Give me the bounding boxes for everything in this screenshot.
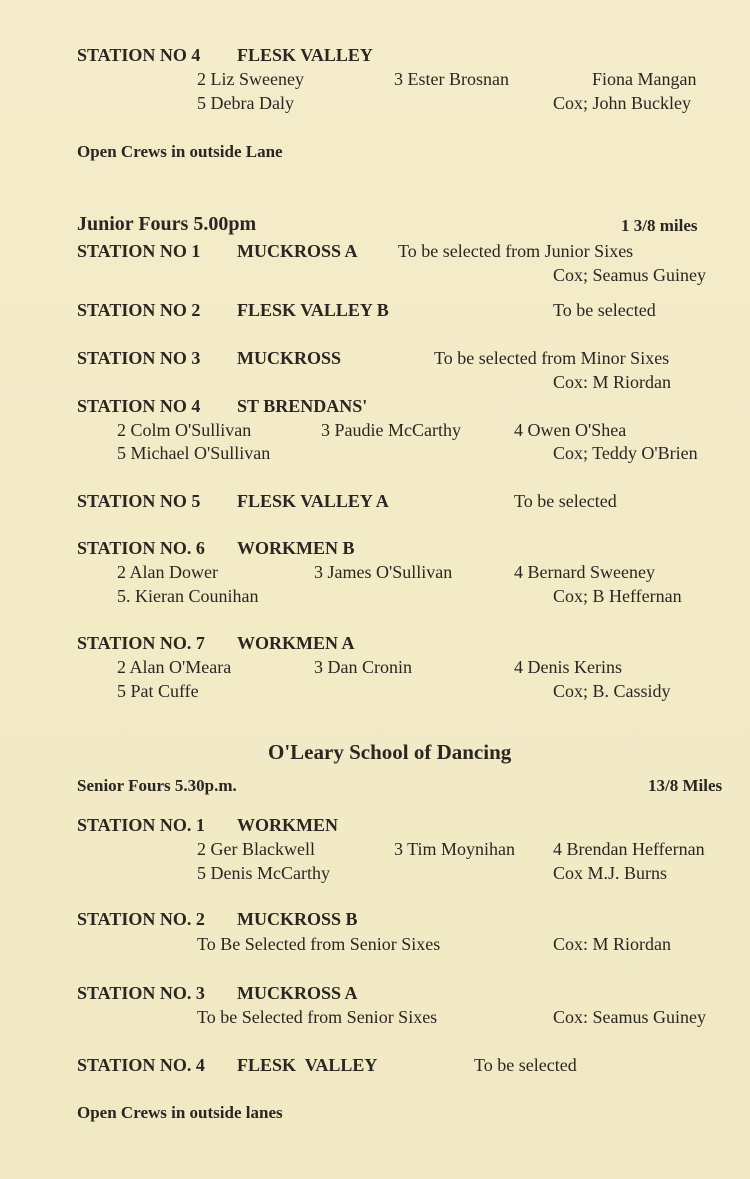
race-distance: 1 3/8 miles xyxy=(621,216,698,235)
rower: 4 Owen O'Shea xyxy=(514,420,627,440)
crew-name: FLESK VALLEY B xyxy=(237,300,389,320)
cox: Cox; John Buckley xyxy=(553,93,691,113)
crew-detail: To be selected xyxy=(474,1055,577,1075)
cox: Cox: Seamus Guiney xyxy=(553,1007,706,1027)
cox: Cox; B Heffernan xyxy=(553,586,682,606)
lane-note: Open Crews in outside Lane xyxy=(77,142,283,161)
station-label: STATION NO. 6 xyxy=(77,538,205,558)
crew-detail: To be selected xyxy=(553,300,656,320)
crew-name: ST BRENDANS' xyxy=(237,396,368,416)
rower: 4 Bernard Sweeney xyxy=(514,562,655,582)
cox: Cox; Teddy O'Brien xyxy=(553,443,698,463)
crew-name: WORKMEN A xyxy=(237,633,355,653)
rower: Fiona Mangan xyxy=(592,69,697,89)
rower: 3 Dan Cronin xyxy=(314,657,412,677)
station-label: STATION NO 3 xyxy=(77,348,201,368)
race-distance: 13/8 Miles xyxy=(648,776,723,795)
station-label: STATION NO 2 xyxy=(77,300,201,320)
station-label: STATION NO. 2 xyxy=(77,909,205,929)
crew-name: WORKMEN xyxy=(237,815,338,835)
cox: Cox: M Riordan xyxy=(553,934,672,954)
rower: 5 Michael O'Sullivan xyxy=(117,443,271,463)
rower: 3 Tim Moynihan xyxy=(394,839,516,859)
crew-detail: To Be Selected from Senior Sixes xyxy=(197,934,441,954)
race-title: Junior Fours 5.00pm xyxy=(77,213,257,235)
cox: Cox M.J. Burns xyxy=(553,863,668,883)
rower: 5 Denis McCarthy xyxy=(197,863,330,883)
sponsor-heading: O'Leary School of Dancing xyxy=(268,740,512,764)
crew-name: FLESK VALLEY A xyxy=(237,491,389,511)
rower: 3 James O'Sullivan xyxy=(314,562,453,582)
rower: 5. Kieran Counihan xyxy=(117,586,259,606)
rower: 5 Pat Cuffe xyxy=(117,681,199,701)
crew-detail: To be selected from Minor Sixes xyxy=(434,348,670,368)
crew-name: MUCKROSS A xyxy=(237,983,358,1003)
crew-name: MUCKROSS B xyxy=(237,909,358,929)
station-label: STATION NO. 3 xyxy=(77,983,205,1003)
rower: 2 Liz Sweeney xyxy=(197,69,304,89)
rower: 5 Debra Daly xyxy=(197,93,294,113)
station-label: STATION NO. 7 xyxy=(77,633,205,653)
cox: Cox; Seamus Guiney xyxy=(553,265,706,285)
lane-note: Open Crews in outside lanes xyxy=(77,1103,283,1122)
crew-detail: To be selected from Junior Sixes xyxy=(398,241,634,261)
cox: Cox; B. Cassidy xyxy=(553,681,671,701)
station-label: STATION NO 4 xyxy=(77,45,201,65)
cox: Cox: M Riordan xyxy=(553,372,672,392)
crew-name: WORKMEN B xyxy=(237,538,355,558)
rower: 3 Ester Brosnan xyxy=(394,69,509,89)
crew-name: FLESK VALLEY xyxy=(237,45,373,65)
rower: 2 Colm O'Sullivan xyxy=(117,420,252,440)
race-title: Senior Fours 5.30p.m. xyxy=(77,776,237,795)
rower: 2 Ger Blackwell xyxy=(197,839,315,859)
crew-detail: To be selected xyxy=(514,491,617,511)
crew-detail: To be Selected from Senior Sixes xyxy=(197,1007,438,1027)
rower: 2 Alan O'Meara xyxy=(117,657,232,677)
crew-name: MUCKROSS xyxy=(237,348,342,368)
station-label: STATION NO 5 xyxy=(77,491,201,511)
rower: 3 Paudie McCarthy xyxy=(321,420,461,440)
station-label: STATION NO 1 xyxy=(77,241,201,261)
crew-name: MUCKROSS A xyxy=(237,241,358,261)
station-label: STATION NO. 4 xyxy=(77,1055,205,1075)
station-label: STATION NO 4 xyxy=(77,396,201,416)
station-label: STATION NO. 1 xyxy=(77,815,205,835)
rower: 4 Denis Kerins xyxy=(514,657,622,677)
rower: 2 Alan Dower xyxy=(117,562,218,582)
crew-name: FLESK VALLEY xyxy=(237,1055,378,1075)
rower: 4 Brendan Heffernan xyxy=(553,839,705,859)
